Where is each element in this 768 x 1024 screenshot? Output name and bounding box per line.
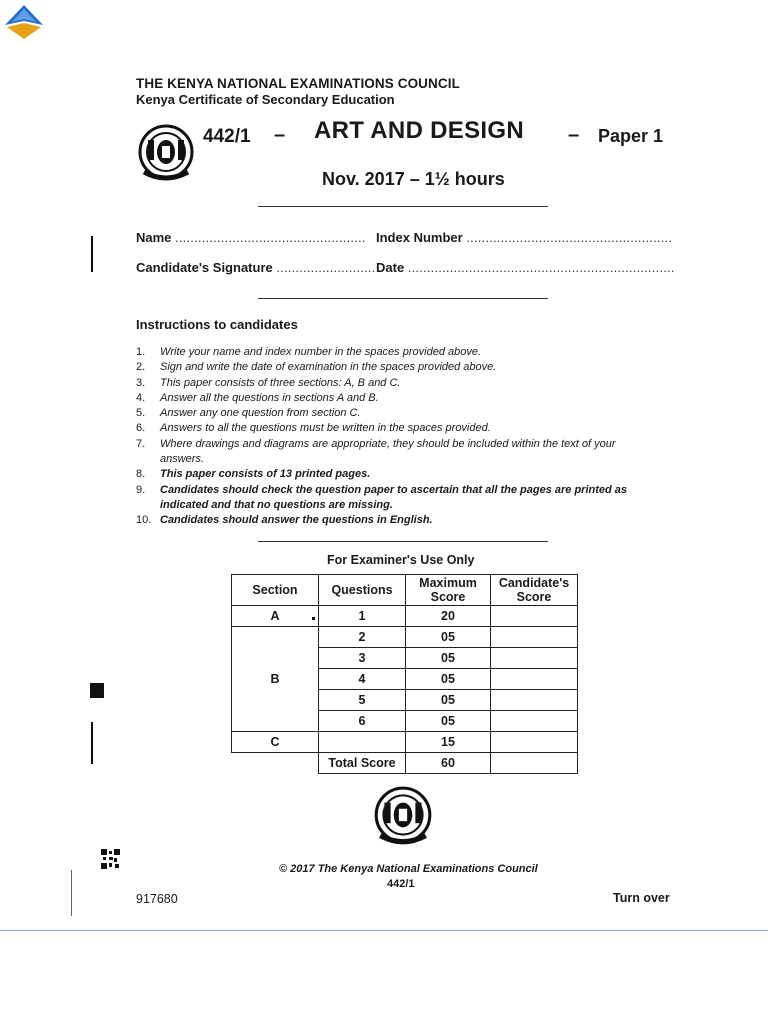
paper-code: 442/1 bbox=[203, 126, 251, 147]
instruction-item: 9. Candidates should check the question paper to ascertain that all the pages are printed as indicated and that no questions are missing. bbox=[136, 483, 628, 511]
divider bbox=[258, 298, 548, 299]
certificate-name: Kenya Certificate of Secondary Education bbox=[136, 92, 395, 107]
candidate-score-cell[interactable] bbox=[491, 711, 578, 732]
question-cell: 1 bbox=[319, 606, 406, 627]
coat-of-arms-icon bbox=[134, 122, 198, 186]
exam-session: Nov. 2017 – 1½ hours bbox=[322, 169, 505, 189]
page-bottom-rule bbox=[0, 930, 768, 931]
title-dash: – bbox=[568, 124, 580, 146]
serial-number: 917680 bbox=[136, 892, 178, 906]
name-field bbox=[136, 230, 366, 245]
divider bbox=[258, 206, 548, 207]
question-cell: 4 bbox=[319, 669, 406, 690]
examiner-title: For Examiner's Use Only bbox=[327, 553, 475, 567]
score-table bbox=[231, 574, 578, 774]
name-label: Name bbox=[136, 230, 172, 245]
date-label: Date bbox=[376, 260, 405, 275]
instruction-item: 7. Where drawings and diagrams are appropriate, they should be included within the text of your answers. bbox=[136, 437, 616, 466]
index-field bbox=[376, 230, 672, 245]
column-header: Maximum Score bbox=[406, 575, 491, 606]
max-score-cell: 15 bbox=[406, 732, 491, 753]
table-row bbox=[232, 627, 578, 648]
name-dots: .................................................. bbox=[175, 230, 366, 245]
max-score-cell: 05 bbox=[406, 627, 491, 648]
coat-of-arms-icon bbox=[370, 784, 436, 850]
section-cell: C bbox=[232, 732, 319, 753]
signature-field bbox=[136, 260, 375, 275]
question-cell: 2 bbox=[319, 627, 406, 648]
question-cell: 5 bbox=[319, 690, 406, 711]
total-label: Total Score bbox=[319, 753, 406, 774]
column-header: Section bbox=[232, 575, 319, 606]
max-score-cell: 05 bbox=[406, 690, 491, 711]
paper-number: Paper 1 bbox=[598, 126, 664, 146]
candidate-score-cell[interactable] bbox=[491, 627, 578, 648]
margin-mark bbox=[312, 617, 315, 620]
table-row bbox=[232, 732, 578, 753]
qr-code-icon bbox=[101, 849, 120, 869]
index-dots: ...................................................... bbox=[466, 230, 673, 245]
index-label: Index Number bbox=[376, 230, 463, 245]
max-score-cell: 20 bbox=[406, 606, 491, 627]
section-cell: B bbox=[232, 627, 319, 732]
footer-paper-code: 442/1 bbox=[387, 878, 415, 890]
column-header: Questions bbox=[319, 575, 406, 606]
instruction-item: 2. Sign and write the date of examination in the spaces provided above. bbox=[136, 361, 497, 374]
instruction-item: 8. This paper consists of 13 printed pages. bbox=[136, 468, 371, 481]
section-cell: A bbox=[232, 606, 319, 627]
turn-over-text: Turn over bbox=[613, 891, 670, 905]
instruction-item: 6. Answers to all the questions must be written in the spaces provided. bbox=[136, 422, 491, 435]
signature-label: Candidate's Signature bbox=[136, 260, 273, 275]
date-dots: ...................................................................... bbox=[407, 260, 675, 275]
instructions-title: Instructions to candidates bbox=[136, 317, 298, 332]
divider bbox=[258, 541, 548, 542]
candidate-score-cell[interactable] bbox=[491, 669, 578, 690]
instruction-item: 10. Candidates should answer the questions in English. bbox=[136, 514, 433, 527]
total-row bbox=[232, 753, 578, 774]
council-name: THE KENYA NATIONAL EXAMINATIONS COUNCIL bbox=[136, 76, 460, 91]
signature-dots: .......................... bbox=[276, 260, 376, 275]
margin-mark bbox=[91, 722, 93, 764]
question-cell bbox=[319, 732, 406, 753]
question-cell: 3 bbox=[319, 648, 406, 669]
margin-mark bbox=[90, 683, 104, 698]
total-max-score: 60 bbox=[406, 753, 491, 774]
title-dash: – bbox=[274, 124, 286, 146]
instruction-item: 3. This paper consists of three sections: A, B and C. bbox=[136, 376, 401, 389]
max-score-cell: 05 bbox=[406, 711, 491, 732]
max-score-cell: 05 bbox=[406, 669, 491, 690]
table-header-row bbox=[232, 575, 578, 606]
total-candidate-score[interactable] bbox=[491, 753, 578, 774]
copyright-text: © 2017 The Kenya National Examinations Council bbox=[279, 863, 538, 875]
margin-mark bbox=[91, 236, 93, 272]
candidate-score-cell[interactable] bbox=[491, 606, 578, 627]
table-row bbox=[232, 606, 578, 627]
subject-title: ART AND DESIGN bbox=[314, 117, 524, 144]
column-header: Candidate's Score bbox=[491, 575, 578, 606]
instruction-item: 1. Write your name and index number in the spaces provided above. bbox=[136, 346, 482, 358]
max-score-cell: 05 bbox=[406, 648, 491, 669]
instruction-item: 4. Answer all the questions in sections A and B. bbox=[136, 391, 379, 404]
date-field bbox=[376, 260, 675, 275]
margin-mark bbox=[71, 870, 72, 916]
candidate-score-cell[interactable] bbox=[491, 648, 578, 669]
candidate-score-cell[interactable] bbox=[491, 732, 578, 753]
instructions-list bbox=[136, 345, 656, 529]
candidate-score-cell[interactable] bbox=[491, 690, 578, 711]
instruction-item: 5. Answer any one question from section C. bbox=[136, 407, 361, 420]
question-cell: 6 bbox=[319, 711, 406, 732]
